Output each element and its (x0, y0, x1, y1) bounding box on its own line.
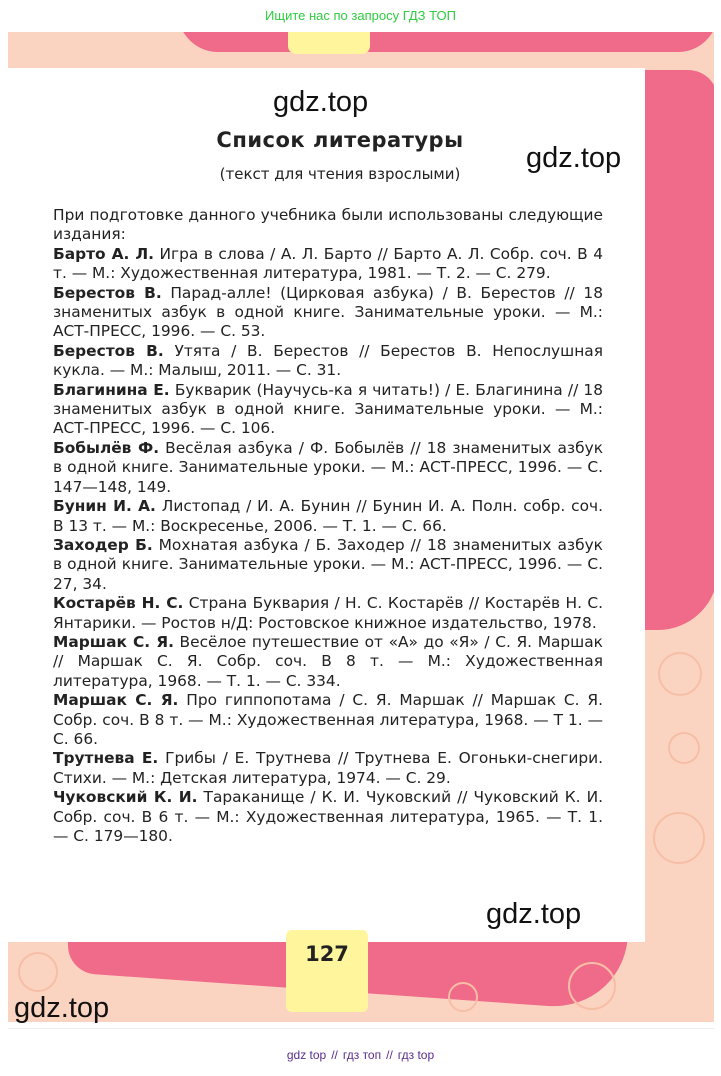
bibliography (53, 206, 603, 846)
bibliography-entry (53, 536, 603, 594)
bibliography-intro: При подготовке данного учебника были использованы следующие издания: (53, 206, 603, 244)
entry-author: Чуковский К. И. (53, 788, 198, 807)
entry-author: Благинина Е. (53, 380, 170, 399)
entry-text: Весёлое путешествие от «А» до «Я» / С. Я. Маршак // Маршак С. Я. Собр. соч. В 8 т. — М.: Художественная литература, 1968. — Т. 1. — С. 334. (53, 632, 603, 690)
entry-author: Берестов В. (53, 283, 162, 302)
floral-ornament (18, 952, 58, 992)
watermark: gdz.top (486, 898, 582, 930)
entry-text: Тараканище / К. И. Чуковский // Чуковский К. И. Собр. соч. В 6 т. — М.: Художественная литература, 1965. — Т. 1. — С. 179—180. (53, 788, 603, 845)
entry-text: Мохнатая азбука / Б. Заходер // 18 знаменитых азбук в одной книге. Занимательные уроки. — М.: АСТ-ПРЕСС, 1996. — С. 27, 34. (53, 535, 603, 593)
watermark: gdz.top (273, 86, 369, 118)
entry-author: Маршак С. Я. (53, 691, 179, 710)
top-banner (0, 0, 721, 32)
entry-text: Весёлая азбука / Ф. Бобылёв // 18 знаменитых азбук в одной книге. Занимательные уроки. — М.: АСТ-ПРЕСС, 1996. — С. 147—148, 149. (53, 438, 603, 496)
entry-author: Барто А. Л. (53, 244, 154, 263)
footer-link[interactable]: гдз top (397, 1048, 435, 1062)
bibliography-entry (53, 788, 603, 846)
decorative-yellow-tab-top (288, 32, 370, 54)
entry-author: Бунин И. А. (53, 497, 156, 516)
entry-author: Маршак С. Я. (53, 632, 174, 651)
bibliography-entry (53, 381, 603, 439)
entry-text: Про гиппопотама / С. Я. Маршак // Маршак С. Я. Собр. соч. В 8 т. — М.: Художественная литература, 1968. — Т 1. — С. 66. (53, 691, 603, 748)
entry-author: Трутнева Е. (53, 749, 159, 768)
page-title: Список литературы (216, 128, 464, 152)
entry-author: Заходер Б. (53, 535, 153, 554)
floral-ornament (568, 962, 616, 1010)
footer-separator: // (386, 1048, 393, 1062)
entry-text: Парад-алле! (Цирковая азбука) / В. Берестов // 18 знаменитых азбук в одной книге. Занимательные уроки. — М.: АСТ-ПРЕСС, 1996. — С. 53. (53, 283, 603, 341)
bibliography-entry (53, 691, 603, 749)
bibliography-entry (53, 594, 603, 633)
footer-link[interactable]: гдз топ (342, 1048, 382, 1062)
entry-text: Грибы / Е. Трутнева // Трутнева Е. Огоньки-снегири. Стихи. — М.: Детская литература, 1974. — С. 29. (53, 749, 603, 787)
entry-text: Букварик (Научусь-ка я читать!) / Е. Благинина // 18 знаменитых азбук в одной книге. Занимательные уроки. — М.: АСТ-ПРЕСС, 1996. — С. 106. (53, 380, 603, 438)
entry-author: Берестов В. (53, 341, 164, 360)
entry-author: Бобылёв Ф. (53, 438, 160, 457)
bibliography-entry (53, 633, 603, 691)
bibliography-entry (53, 245, 603, 284)
page-subtitle: (текст для чтения взрослыми) (219, 165, 461, 183)
bibliography-entry (53, 342, 603, 381)
bibliography-entry (53, 284, 603, 342)
entry-author: Костарёв Н. С. (53, 594, 184, 613)
floral-ornament (658, 652, 702, 696)
top-banner-link[interactable]: Ищите нас по запросу ГДЗ ТОП (265, 8, 456, 23)
floral-ornament (653, 812, 705, 864)
floral-ornament (448, 982, 478, 1012)
footer-separator: // (331, 1048, 338, 1062)
footer-band (8, 1028, 714, 1047)
bibliography-entry (53, 439, 603, 497)
floral-ornament (668, 732, 700, 764)
entry-text: Утята / В. Берестов // Берестов В. Непослушная кукла. — М.: Малыш, 2011. — С. 31. (53, 341, 603, 380)
page-number-tab (286, 930, 368, 1012)
bibliography-entry (53, 749, 603, 788)
page-number: 127 (305, 942, 349, 966)
entry-text: Листопад / И. А. Бунин // Бунин И. А. Полн. собр. соч. В 13 т. — М.: Воскресенье, 2006. — Т. 1. — С. 66. (53, 497, 603, 535)
entry-text: Страна Буквария / Н. С. Костарёв // Костарёв Н. С. Янтарики. — Ростов н/Д: Ростовское книжное издательство, 1978. (53, 594, 603, 632)
watermark: gdz.top (14, 992, 110, 1024)
entry-text: Игра в слова / А. Л. Барто // Барто А. Л. Собр. соч. В 4 т. — М.: Художественная литература, 1981. — Т. 2. — С. 279. (53, 244, 603, 283)
watermark: gdz.top (526, 142, 622, 174)
footer-links (0, 1048, 721, 1062)
decorative-pink-shape-top (178, 32, 714, 52)
bibliography-entry (53, 497, 603, 536)
footer-link[interactable]: gdz top (286, 1048, 327, 1062)
